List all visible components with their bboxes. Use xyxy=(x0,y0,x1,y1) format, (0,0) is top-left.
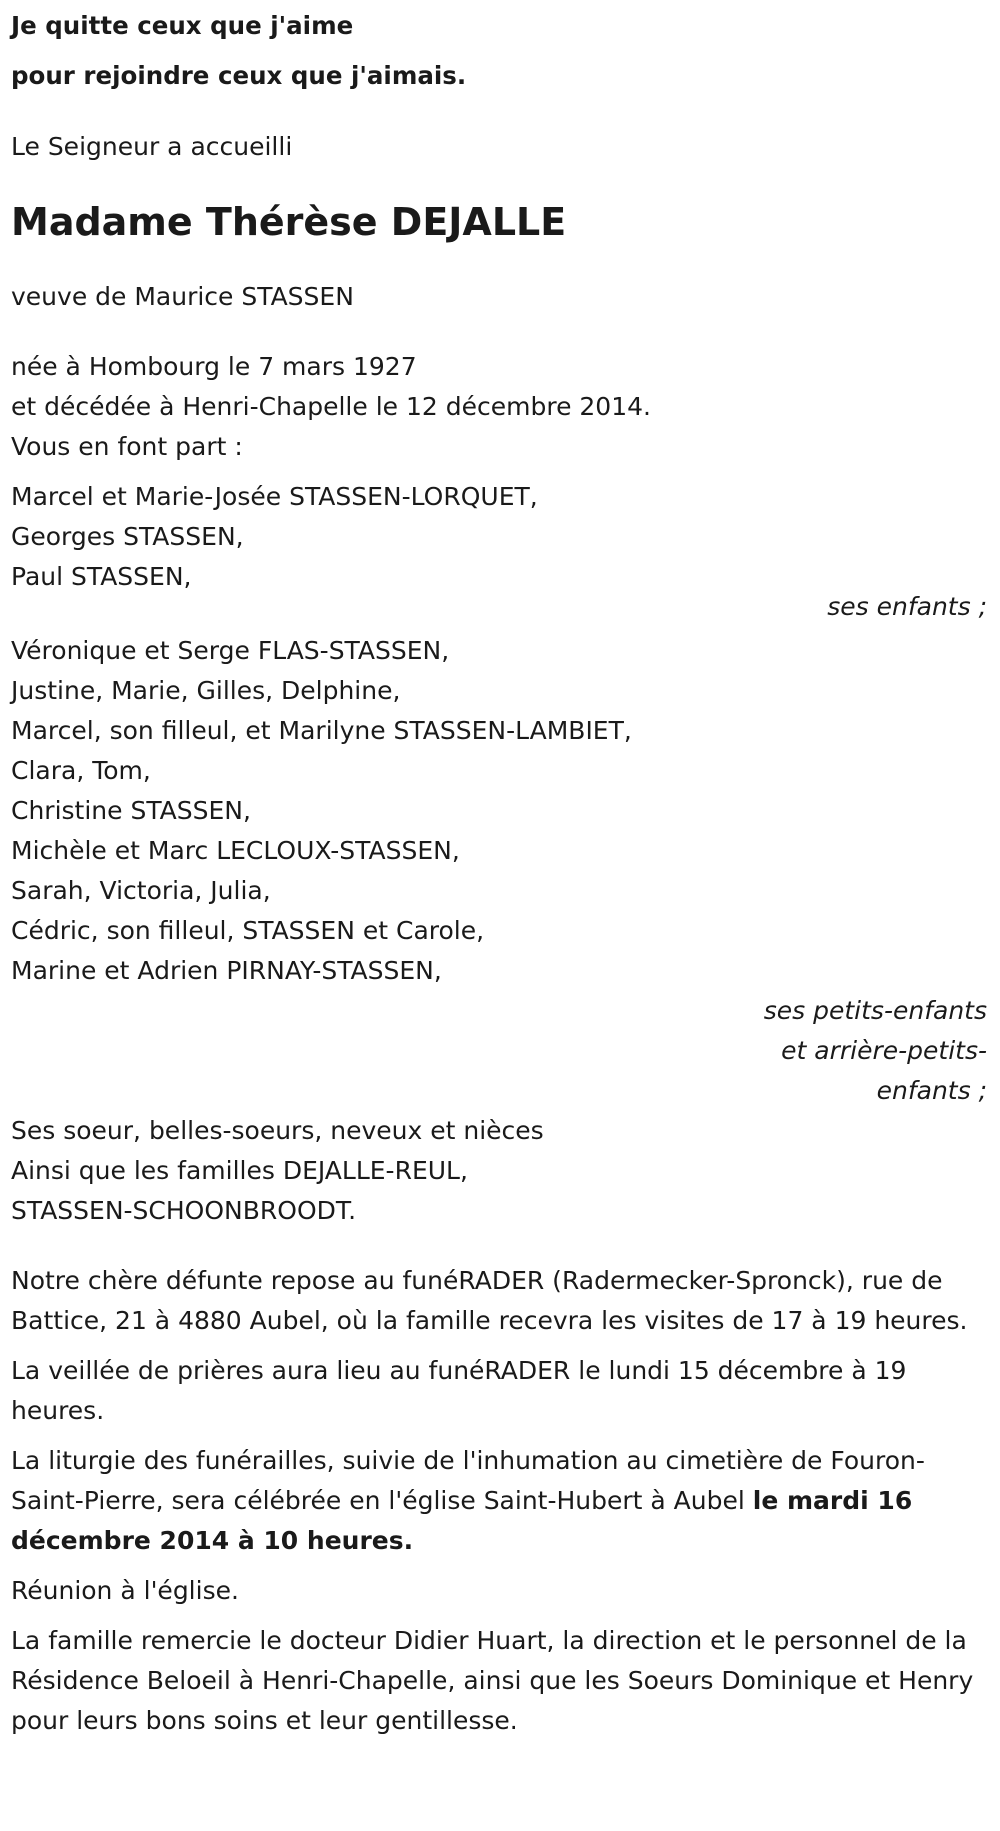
list-item: Marcel, son filleul, et Marilyne STASSEN-LAMBIET, xyxy=(11,716,632,745)
deceased-name: Madame Thérèse DEJALLE xyxy=(11,200,567,244)
list-item: STASSEN-SCHOONBROODT. xyxy=(11,1196,357,1225)
intro-text: Le Seigneur a accueilli xyxy=(11,132,293,161)
widow-of: veuve de Maurice STASSEN xyxy=(11,282,354,311)
list-item: Justine, Marie, Gilles, Delphine, xyxy=(11,676,401,705)
grandchildren-role-line-2: et arrière-petits- xyxy=(781,1036,987,1065)
list-item: Ainsi que les familles DEJALLE-REUL, xyxy=(11,1156,468,1185)
liturgy-date: le mardi 16 décembre 2014 à 10 heures. xyxy=(11,1486,913,1555)
grandchildren-role xyxy=(11,991,987,1111)
poem-line-2: pour rejoindre ceux que j'aimais. xyxy=(11,61,467,90)
list-item: Ses soeur, belles-soeurs, neveux et nièces xyxy=(11,1116,544,1145)
list-item: Christine STASSEN, xyxy=(11,796,251,825)
list-item: Georges STASSEN, xyxy=(11,522,244,551)
thanks-paragraph: La famille remercie le docteur Didier Huart, la direction et le personnel de la Résidence Beloeil à Henri-Chapelle, ainsi que les Soeurs Dominique et Henry pour leurs bons soins et leur gentillesse. xyxy=(11,1626,974,1735)
children-role: ses enfants ; xyxy=(827,592,987,621)
list-item: Véronique et Serge FLAS-STASSEN, xyxy=(11,636,450,665)
birth-line: née à Hombourg le 7 mars 1927 xyxy=(11,352,417,381)
grandchildren-role-line-1: ses petits-enfants xyxy=(763,996,987,1025)
children-list xyxy=(11,477,987,597)
death-line: et décédée à Henri-Chapelle le 12 décembre 2014. xyxy=(11,392,651,421)
list-item: Michèle et Marc LECLOUX-STASSEN, xyxy=(11,836,460,865)
list-item: Cédric, son filleul, STASSEN et Carole, xyxy=(11,916,485,945)
family-list xyxy=(11,1111,987,1231)
vigil-paragraph: La veillée de prières aura lieu au funéRADER le lundi 15 décembre à 19 heures. xyxy=(11,1356,907,1425)
repose-paragraph: Notre chère défunte repose au funéRADER (Radermecker-Spronck), rue de Battice, 21 à 4880 Aubel, où la famille recevra les visites de 17 à 19 heures. xyxy=(11,1266,968,1335)
liturgy-text: La liturgie des funérailles, suivie de l'inhumation au cimetière de Fouron-Saint-Pierre, sera célébrée en l'église Saint-Hubert à Aubel xyxy=(11,1446,925,1515)
list-item: Marine et Adrien PIRNAY-STASSEN, xyxy=(11,956,442,985)
list-item: Paul STASSEN, xyxy=(11,562,192,591)
list-item: Sarah, Victoria, Julia, xyxy=(11,876,271,905)
grandchildren-list xyxy=(11,631,987,991)
poem xyxy=(11,0,987,101)
poem-line-1: Je quitte ceux que j'aime xyxy=(11,11,354,40)
meeting-paragraph: Réunion à l'église. xyxy=(11,1576,239,1605)
grandchildren-role-line-3: enfants ; xyxy=(876,1076,987,1105)
liturgy-paragraph xyxy=(11,1441,986,1561)
list-item: Clara, Tom, xyxy=(11,756,151,785)
list-item: Marcel et Marie-Josée STASSEN-LORQUET, xyxy=(11,482,538,511)
announce-line: Vous en font part : xyxy=(11,432,243,461)
